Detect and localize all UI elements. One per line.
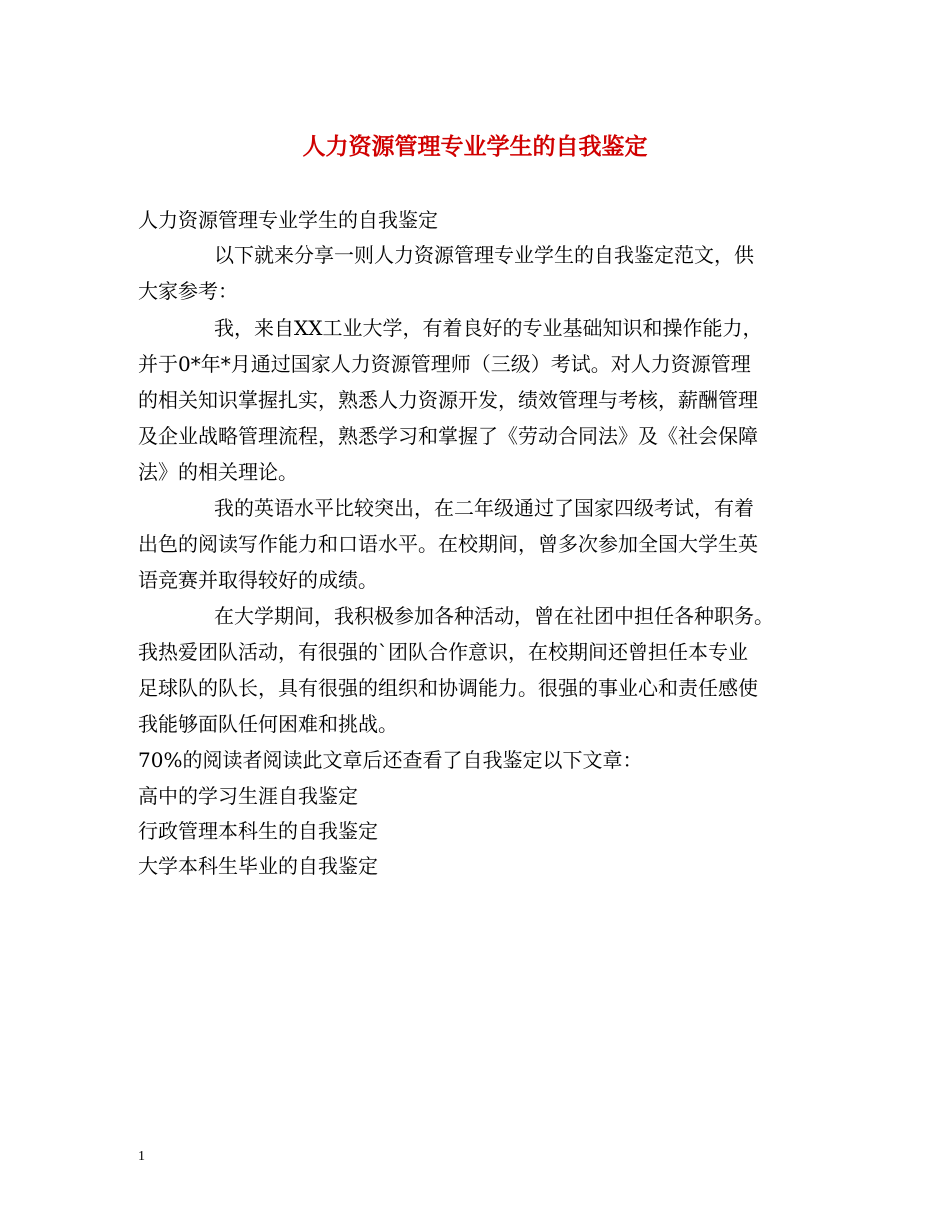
para3-line-4: 我能够面队任何困难和挑战。	[138, 712, 398, 736]
para1-line-3: 的相关知识掌握扎实，熟悉人力资源开发，绩效管理与考核，薪酬管理	[138, 388, 758, 412]
para1-line-5: 法》的相关理论。	[138, 460, 298, 484]
para3-line-1: 在大学期间，我积极参加各种活动，曾在社团中担任各种职务。	[214, 604, 774, 628]
para2-line-2: 出色的阅读写作能力和口语水平。在校期间，曾多次参加全国大学生英	[138, 532, 758, 556]
para1-line-2: 并于0*年*月通过国家人力资源管理师（三级）考试。对人力资源管理	[138, 352, 751, 376]
para2-line-1: 我的英语水平比较突出，在二年级通过了国家四级考试，有着	[214, 496, 754, 520]
related-article-link-1[interactable]: 高中的学习生涯自我鉴定	[138, 784, 358, 808]
related-article-link-2[interactable]: 行政管理本科生的自我鉴定	[138, 819, 378, 843]
para3-line-3: 足球队的队长，具有很强的组织和协调能力。很强的事业心和责任感使	[138, 676, 758, 700]
intro-line-1: 以下就来分享一则人力资源管理专业学生的自我鉴定范文，供	[214, 243, 754, 267]
related-article-link-3[interactable]: 大学本科生毕业的自我鉴定	[138, 854, 378, 878]
related-articles-heading: 70%的阅读者阅读此文章后还查看了自我鉴定以下文章：	[138, 748, 643, 772]
para2-line-3: 语竞赛并取得较好的成绩。	[138, 568, 378, 592]
para1-line-1: 我，来自XX工业大学，有着良好的专业基础知识和操作能力，	[214, 316, 763, 340]
intro-line-2: 大家参考：	[138, 279, 238, 303]
para1-line-4: 及企业战略管理流程，熟悉学习和掌握了《劳动合同法》及《社会保障	[138, 424, 758, 448]
document-title: 人力资源管理专业学生的自我鉴定	[302, 133, 648, 160]
page-number: 1	[138, 1149, 145, 1164]
para3-line-2: 我热爱团队活动，有很强的`团队合作意识，在校期间还曾担任本专业	[138, 640, 748, 664]
subtitle-line: 人力资源管理专业学生的自我鉴定	[138, 208, 438, 232]
